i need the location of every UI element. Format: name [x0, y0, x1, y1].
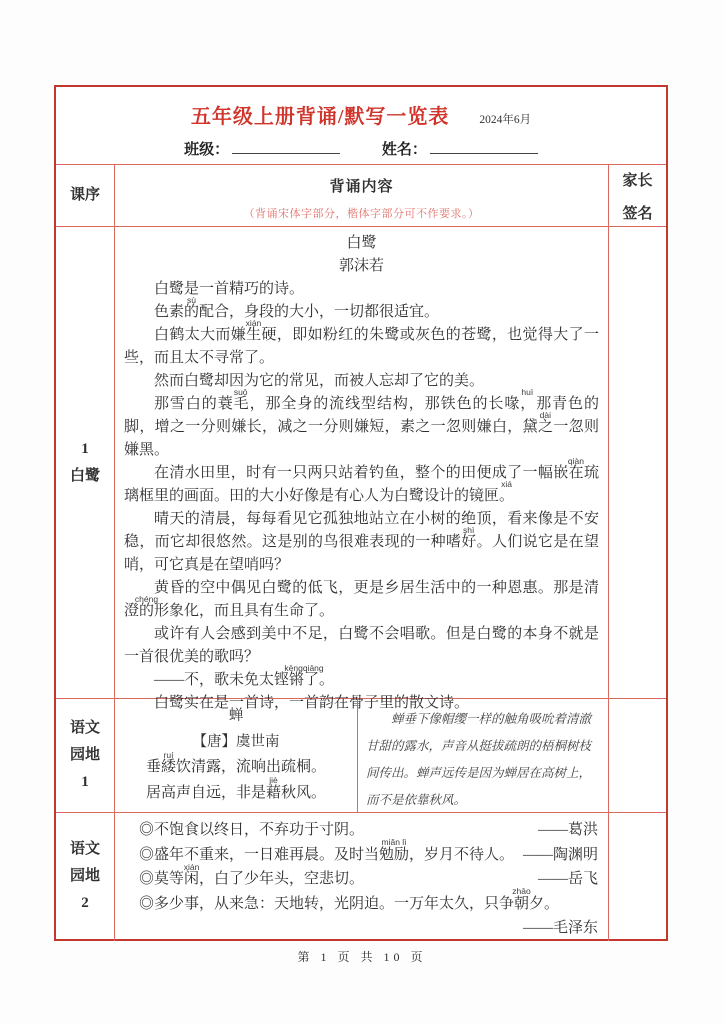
lesson-label-line: 白鹭: [69, 467, 100, 484]
pinyin-annotated-char: xián 嫌: [231, 327, 246, 343]
text-author: 郭沫若: [338, 258, 384, 274]
quote-attribution: ——毛泽东: [522, 920, 598, 936]
quote-item: [139, 818, 598, 843]
header-content: [115, 165, 608, 226]
class-blank-line: [232, 141, 340, 154]
quote-attribution: ——葛洪: [537, 822, 598, 838]
pinyin-label: suō: [233, 386, 248, 397]
header-lesson-order: 课序: [56, 165, 115, 226]
pinyin-annotated-char: zhāo 朝: [512, 886, 531, 912]
title-row: [56, 87, 666, 129]
signature-cell-1: [608, 227, 666, 698]
pinyin-annotated-char: xiá 匣: [484, 488, 499, 504]
pinyin-label: xián: [245, 317, 262, 328]
paragraph: 色 sù 素的配合，身段的大小，一切都很适宜。: [154, 294, 440, 320]
pinyin-annotated-char: miǎn lì 勉励: [379, 837, 410, 863]
table-header-row: [56, 165, 666, 227]
class-label: 班级：: [184, 142, 230, 158]
pinyin-annotated-char: huì 喙: [504, 396, 520, 412]
pinyin-annotated-char: shì 嗜: [446, 534, 461, 550]
pinyin-annotated-char: sù 素: [169, 304, 184, 320]
pinyin-label: dài: [539, 409, 551, 420]
header-content-note: （背诵宋体字部分，楷体字部分可不作要求。）: [243, 208, 480, 220]
pinyin-label: xián: [183, 861, 200, 872]
header-parent-signature: [608, 165, 666, 226]
quote-text: ◎不饱食以终日，不弃功于寸阴。: [139, 822, 365, 838]
recitation-sheet: [54, 85, 668, 941]
paragraph: 然而白鹭却因为它的常见，而被人忘却了它的美。: [154, 373, 485, 389]
poem-title: 蝉: [228, 708, 244, 724]
paragraph: 白鹤太大而 xián 嫌生硬，即如粉红的朱鹭或灰色的苍鹭，也觉得大了一些，而且太不寻常了。: [124, 317, 599, 366]
page-title: 五年级上册背诵/默写一览表: [190, 106, 450, 128]
paragraph: 白鹭实在是一首诗，一首韵在骨子里的散文诗。: [154, 695, 470, 711]
paragraph: ——不，歌未免太 kēngqiāng 铿锵了。: [154, 662, 335, 688]
garden2-label: [56, 813, 115, 941]
lesson-label-line: 1: [81, 774, 89, 790]
poem-line: 垂 ruí 緌饮清露，流响出疏桐。: [145, 749, 327, 775]
garden1-label: [56, 699, 115, 812]
name-label: 姓名：: [381, 142, 427, 158]
title-block: [56, 87, 666, 165]
name-blank-line: [430, 141, 538, 154]
quote-text: ◎盛年不重来，一日难再晨。及时当 miǎn lì 勉励，岁月不待人。: [139, 837, 515, 863]
paragraph: 白鹭是一首精巧的诗。: [154, 281, 305, 297]
poem-lines: [115, 749, 357, 806]
pinyin-annotated-char: jiè 藉: [265, 775, 281, 801]
garden1-content: [115, 699, 608, 812]
lesson-label-line: 语文: [69, 841, 100, 858]
lesson-label-line: 语文: [69, 720, 100, 736]
quote-attribution: ——陶渊明: [522, 846, 598, 863]
pinyin-annotated-char: chéng 澄: [124, 603, 139, 619]
page-number: 第 1 页 共 10 页: [297, 950, 427, 964]
pinyin-annotated-char: dài 黛: [523, 419, 538, 435]
pinyin-label: shì: [462, 524, 475, 535]
quote-text: ◎莫等 xián 闲，白了少年头，空悲切。: [139, 861, 365, 887]
pinyin-label: chéng: [134, 593, 159, 604]
pinyin-label: xiá: [501, 478, 512, 489]
lesson1-content: [115, 227, 608, 711]
pinyin-label: sù: [187, 294, 197, 305]
paragraph: 黄昏的空中偶见白鹭的低飞，更是乡居生活中的一种恩惠。那是清 chéng 澄的形象化，而且具有生命了。: [124, 577, 599, 623]
paragraph: 晴天的清晨，每每看见它孤独地站立在小树的绝顶，看来像是不安稳，而它却很悠然。这是别的鸟很难表现的一种 shì 嗜好。人们说它是在望哨，可它真是在望哨吗？: [124, 511, 599, 573]
pinyin-label: ruí: [163, 749, 174, 760]
pinyin-annotated-char: suō 蓑: [218, 396, 234, 412]
quote-attribution: ——岳飞: [537, 871, 598, 887]
table-row-garden1: [56, 699, 666, 813]
table-row-garden2: [56, 813, 666, 941]
header-parent-line2: 签名: [622, 205, 653, 222]
lesson1-label: [56, 227, 115, 698]
quote-text: ◎多少事，从来急：天地转，光阴迫。一万年太久，只争 zhāo 朝夕。: [139, 886, 560, 912]
table-row-lesson1: [56, 227, 666, 711]
header-content-title: 背诵内容: [329, 179, 394, 195]
pinyin-label: kēngqiāng: [284, 662, 324, 673]
text-title: 白鹭: [346, 235, 377, 251]
paragraph: 或许有人会感到美中不足，白鹭不会唱歌。但是白鹭的本身不就是一首很优美的歌吗？: [124, 626, 599, 665]
class-name-row: [56, 138, 666, 159]
paragraph: 在清水田里，时有一只两只站着钓鱼，整个的田便成了一幅 qiàn 嵌在琉璃框里的画面。田的大小好像是有心人为白鹭设计的镜 xiá 匣。: [124, 455, 599, 504]
pinyin-annotated-char: ruí 緌: [160, 749, 176, 775]
poem-translation: 蝉垂下像帽缨一样的触角吸吮着清澈甘甜的露水，声音从挺拔疏朗的梧桐树枝间传出。蝉声远传是因为蝉居在高树上，而不是依靠秋风。: [366, 712, 592, 807]
pinyin-annotated-char: xián 闲: [183, 861, 200, 887]
pinyin-annotated-char: qiàn 嵌: [553, 465, 568, 481]
paragraph: 那雪白的 suō 蓑毛，那全身的流线型结构，那铁色的长 huì 喙，那青色的脚，增之一分则嫌长，减之一分则嫌短，素之一忽则嫌白， dài 黛之一忽则嫌黑。: [124, 386, 599, 458]
lesson-label-line: 园地: [69, 747, 100, 763]
lesson-label-line: 2: [81, 895, 89, 912]
poem-cell: [115, 699, 358, 812]
quote-item: [139, 837, 598, 868]
signature-cell-2: [608, 699, 666, 812]
pinyin-annotated-char: kēngqiāng 铿锵: [274, 672, 304, 688]
lesson-label-line: 园地: [69, 868, 100, 885]
pinyin-label: qiàn: [567, 455, 584, 466]
text-paragraphs: [124, 278, 599, 715]
garden2-quotes: [115, 813, 608, 941]
signature-cell-3: [608, 813, 666, 941]
lesson-label-line: 1: [81, 440, 89, 457]
date-label: 2024年6月: [479, 114, 532, 126]
header-parent-line1: 家长: [622, 172, 653, 189]
pinyin-label: miǎn lì: [381, 837, 407, 847]
pinyin-label: jiè: [269, 775, 278, 785]
poem-author: 【唐】虞世南: [192, 733, 280, 750]
poem-line: 居高声自远，非是 jiè 藉秋风。: [145, 775, 327, 801]
pinyin-label: zhāo: [512, 886, 531, 896]
pinyin-label: huì: [521, 386, 534, 397]
